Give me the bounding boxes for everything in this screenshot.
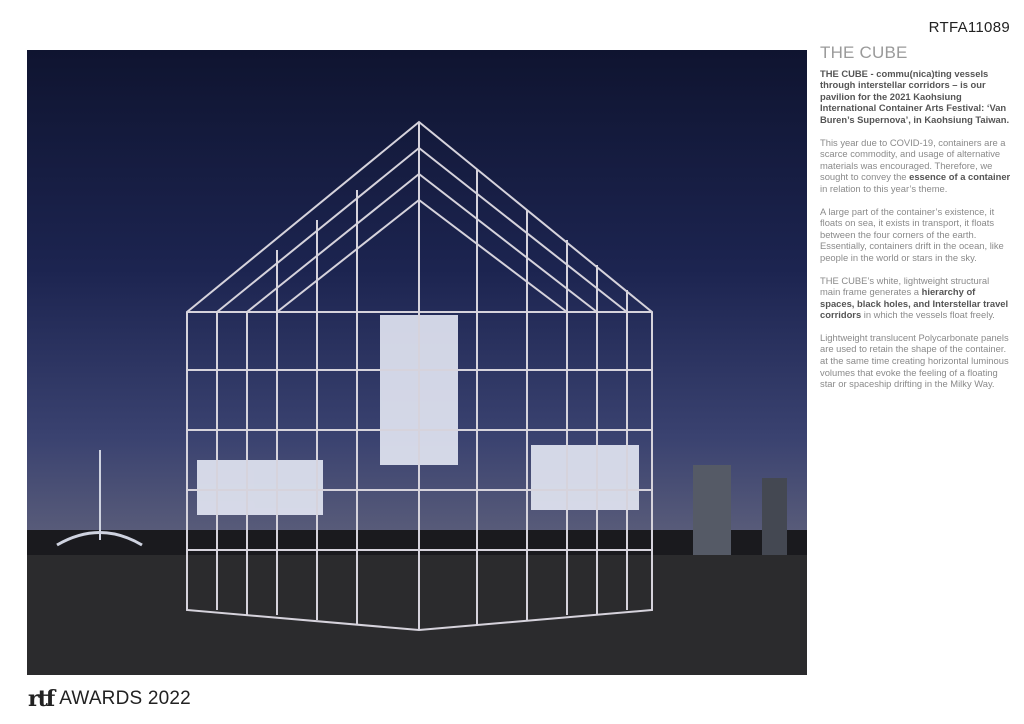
paragraph-text: in relation to this year’s theme. [820,182,948,194]
emphasis-text: essence of a container [909,171,1011,183]
description-paragraph [820,206,1012,264]
paragraph-text: A large part of the container’s existence, it floats on sea, it exists in transport, it floats between the four corners of the earth. Essentially, containers drift in the ocean, like people in the world or stars in the sky. [820,205,1004,263]
project-code: RTFA11089 [928,19,1010,36]
paragraph-text: THE CUBE’s white, lightweight structural main frame generates a [820,274,990,298]
paragraph-text: Lightweight translucent Polycarbonate panels are used to retain the shape of the container. at the same time creating horizontal luminous volumes that evoke the feeling of a floating star or spaceship drifting in the Milky Way. [820,331,1009,390]
description-paragraph [820,332,1012,390]
paragraph-text: THE CUBE - commu(nica)ting vessels through interstellar corridors – is our pavilion for the 2021 Kaohsiung International Container Arts Festival: ‘Van Buren’s Supernova’, in Kaohsiung Taiwan. [820,67,1010,125]
pavilion-illustration [27,50,807,675]
description-paragraph [820,68,1012,126]
description-column [820,43,1012,401]
ground [27,555,807,675]
awards-label: AWARDS 2022 [59,688,191,709]
description-paragraph [820,275,1012,321]
description-body [820,68,1012,390]
skyline [27,465,807,555]
rtf-logo-mark: rtf [28,686,54,712]
paragraph-text: This year due to COVID-19, containers are a scarce commodity, and usage of alternative materials was encouraged. Therefore, we sought to convey the [820,136,1006,183]
emphasis-text: hierarchy of spaces, black holes, and Interstellar travel corridors [820,286,1009,321]
paragraph-text: in which the vessels float freely. [861,309,995,321]
project-photo [27,50,807,675]
description-paragraph [820,137,1012,195]
rtf-awards-logo [28,686,191,712]
project-title: THE CUBE [820,43,908,62]
